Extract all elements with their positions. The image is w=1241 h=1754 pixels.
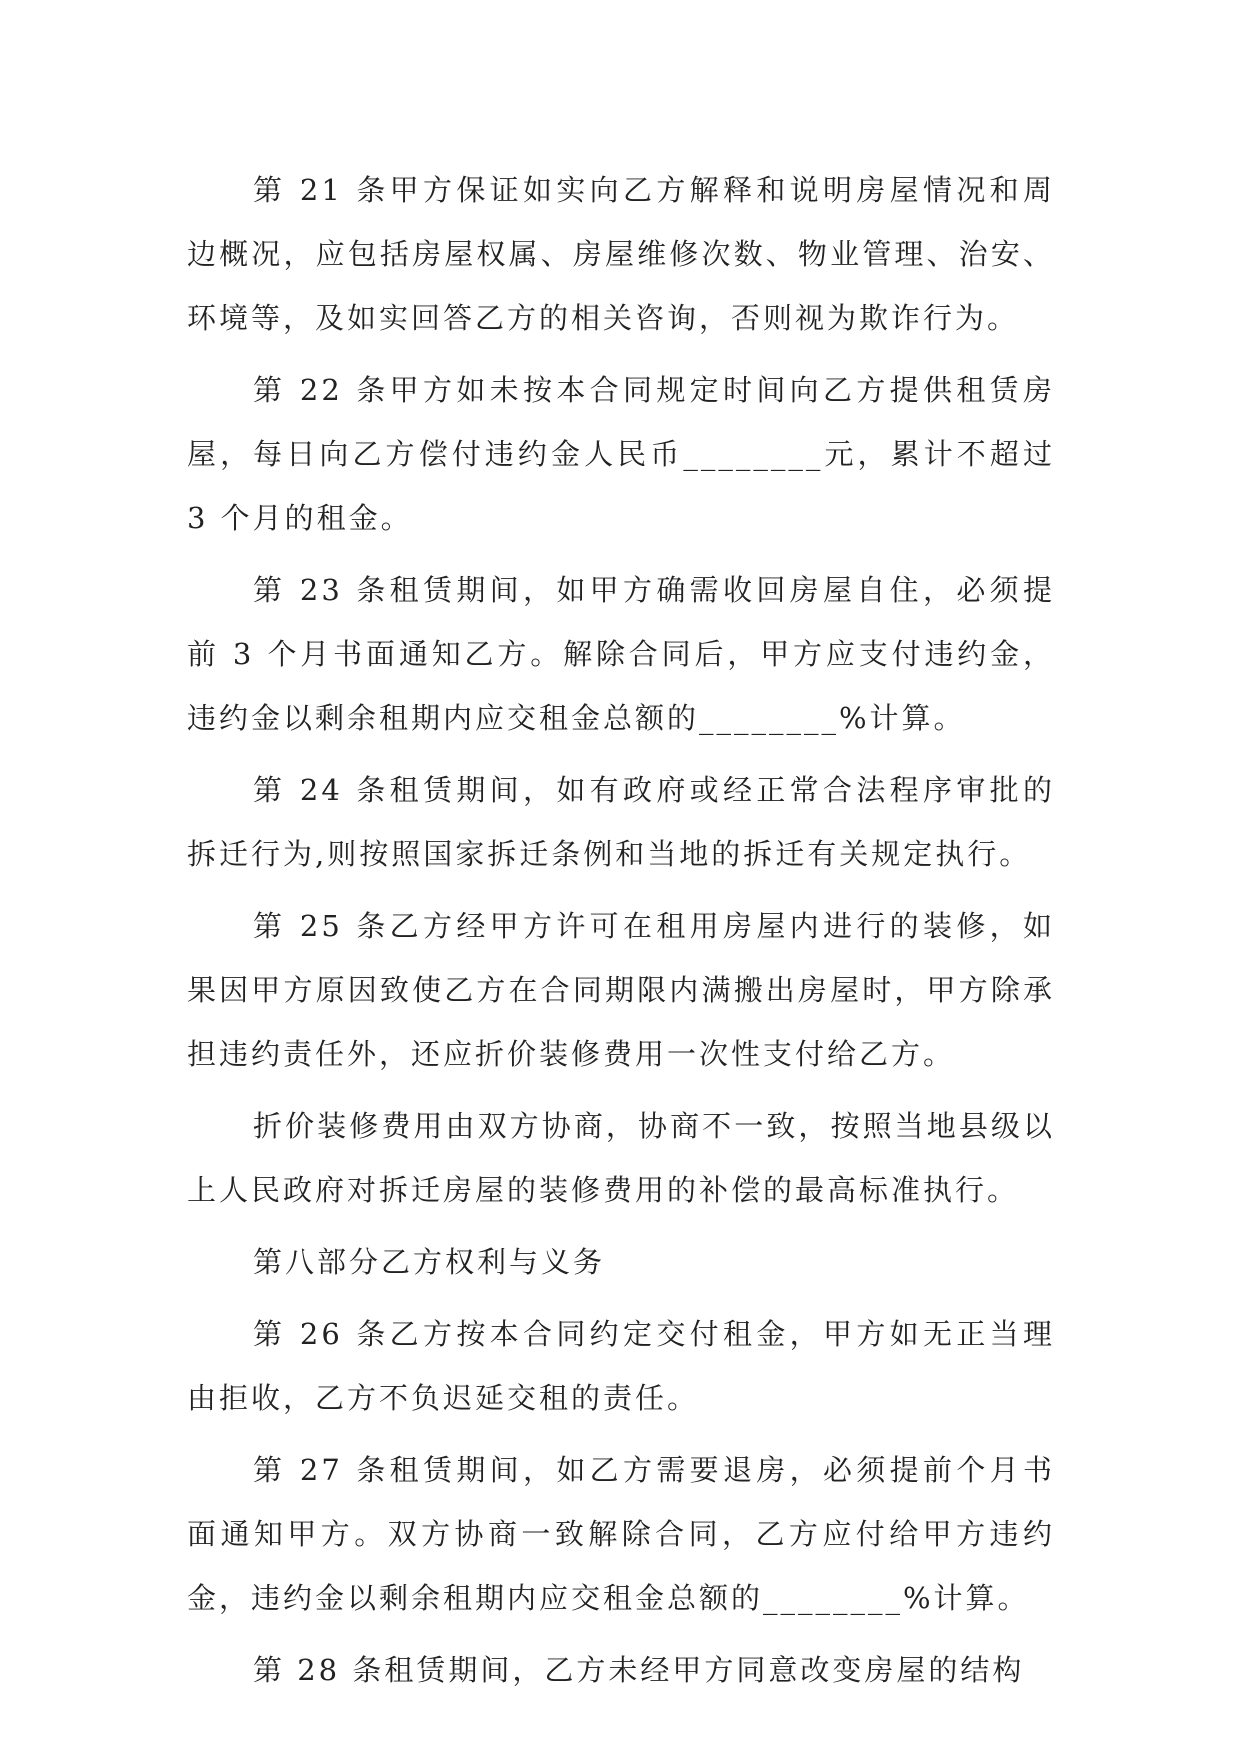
document-body xyxy=(187,158,1055,1710)
clause-23: 第 23 条租赁期间，如甲方确需收回房屋自住，必须提前 3 个月书面通知乙方。解除合同后，甲方应支付违约金，违约金以剩余租期内应交租金总额的________%计算。 xyxy=(187,573,1055,735)
clause-28: 第 28 条租赁期间，乙方未经甲方同意改变房屋的结构 xyxy=(253,1653,1025,1687)
section-heading: 第八部分乙方权利与义务 xyxy=(253,1245,606,1279)
clause-24: 第 24 条租赁期间，如有政府或经正常合法程序审批的拆迁行为,则按照国家拆迁条例和当地的拆迁有关规定执行。 xyxy=(187,773,1055,871)
clause-25: 第 25 条乙方经甲方许可在租用房屋内进行的装修，如果因甲方原因致使乙方在合同期限内满搬出房屋时，甲方除承担违约责任外，还应折价装修费用一次性支付给乙方。 xyxy=(187,909,1055,1071)
clause-26: 第 26 条乙方按本合同约定交付租金，甲方如无正当理由拒收，乙方不负迟延交租的责任。 xyxy=(187,1317,1055,1415)
clause-21: 第 21 条甲方保证如实向乙方解释和说明房屋情况和周边概况，应包括房屋权属、房屋维修次数、物业管理、治安、环境等，及如实回答乙方的相关咨询，否则视为欺诈行为。 xyxy=(187,173,1055,335)
clause-22: 第 22 条甲方如未按本合同规定时间向乙方提供租赁房屋，每日向乙方偿付违约金人民币________元，累计不超过 3 个月的租金。 xyxy=(187,373,1055,535)
clause-25-note: 折价装修费用由双方协商，协商不一致，按照当地县级以上人民政府对拆迁房屋的装修费用的补偿的最高标准执行。 xyxy=(187,1109,1055,1207)
clause-27: 第 27 条租赁期间，如乙方需要退房，必须提前个月书面通知甲方。双方协商一致解除合同，乙方应付给甲方违约金，违约金以剩余租期内应交租金总额的________%计算。 xyxy=(187,1453,1055,1615)
